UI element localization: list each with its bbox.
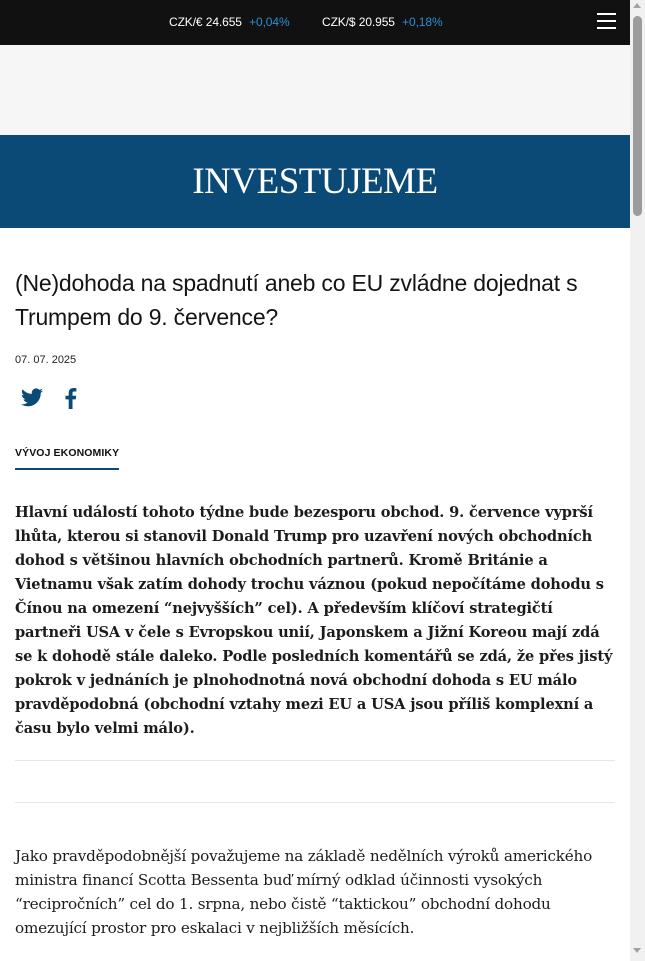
article-title: (Ne)dohoda na spadnutí aneb co EU zvládne dojednat s Trumpem do 9. července? — [15, 270, 578, 330]
ad-placeholder — [0, 45, 630, 135]
twitter-icon — [20, 386, 44, 410]
facebook-icon — [59, 386, 83, 410]
hamburger-menu-icon[interactable] — [597, 13, 617, 31]
ticker-eur-change: +0,04% — [249, 15, 290, 29]
divider — [15, 802, 615, 803]
ticker-eur[interactable] — [169, 15, 290, 29]
scrollbar-thumb[interactable] — [633, 16, 642, 216]
divider — [15, 760, 615, 761]
twitter-share-button[interactable] — [20, 386, 46, 412]
ticker-usd[interactable] — [322, 15, 443, 29]
site-logo[interactable]: INVESTUJEME — [192, 161, 438, 202]
scroll-up-arrow-icon[interactable] — [633, 3, 641, 8]
article-date: 07. 07. 2025 — [15, 354, 77, 366]
currency-ticker-bar — [0, 0, 630, 45]
scroll-down-arrow-icon[interactable] — [633, 948, 641, 953]
article-lead: Hlavní událostí tohoto týdne bude bezesporu obchod. 9. července vyprší lhůta, kterou si stanovil Donald Trump pro uzavření nových obchodních dohod s většinou hlavních obchodních partnerů. Kromě Británie a Vietnamu však zatím dohody trochu váznou (pokud nepočítáme dohodu s Čínou na omezení “nejvyšších” cel). A především klíčoví strategičtí partneři USA v čele s Evropskou unií, Japonskem a Jižní Koreou mají zdá se k dohodě stále daleko. Podle posledních komentářů se zdá, že přes jistý pokrok v jednáních je plnohodnotná nová obchodní dohoda s EU málo pravděpodobná (obchodní vztahy mezi EU a USA jsou příliš komplexní a času bylo velmi málo). — [15, 504, 613, 737]
ticker-eur-label: CZK/€ 24.655 — [169, 15, 242, 29]
ticker-usd-label: CZK/$ 20.955 — [322, 15, 395, 29]
article-paragraph: Jako pravděpodobnější považujeme na základě nedělních výroků amerického ministra financí Scotta Bessenta buď mírný odklad účinnosti vysokých “recipročních” cel do 1. srpna, nebo čistě “taktickou” obchodní dohodu omezující prostor pro eskalaci v nejbližších měsících. — [15, 847, 593, 937]
scrollbar[interactable] — [630, 0, 645, 961]
facebook-share-button[interactable] — [59, 386, 85, 412]
category-tag[interactable]: VÝVOJ EKONOMIKY — [15, 447, 119, 470]
ticker-usd-change: +0,18% — [402, 15, 443, 29]
